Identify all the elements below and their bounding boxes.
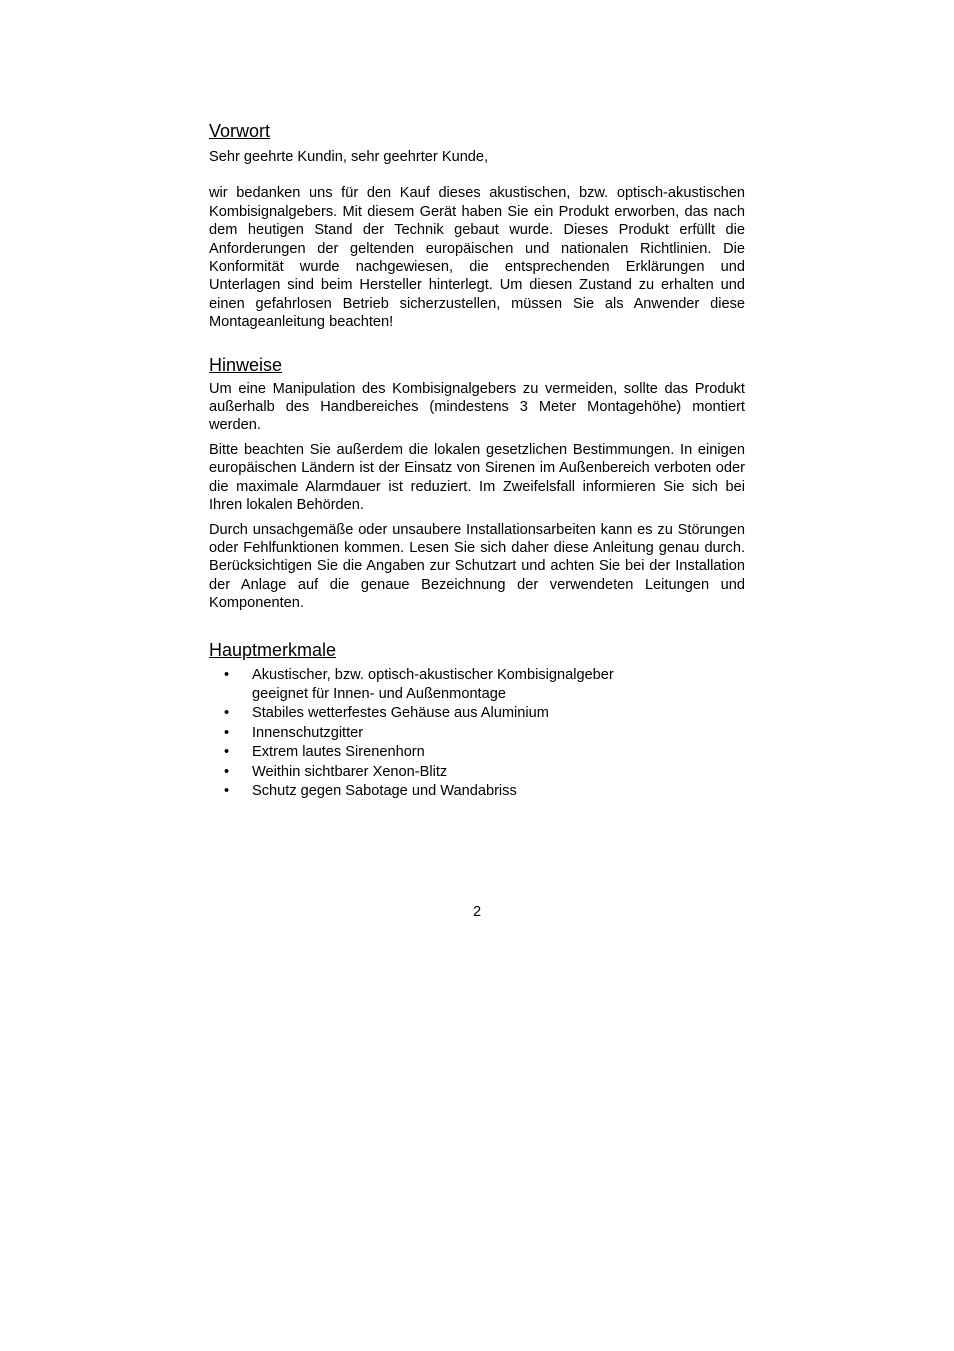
feature-text: Extrem lautes Sirenenhorn	[252, 744, 425, 761]
bullet-icon: •	[224, 763, 230, 780]
bullet-icon: •	[224, 705, 230, 722]
feature-list-item	[209, 763, 745, 782]
salutation: Sehr geehrte Kundin, sehr geehrter Kunde,	[209, 149, 489, 165]
feature-text: Schutz gegen Sabotage und Wandabriss	[252, 782, 517, 799]
bullet-icon: •	[224, 744, 230, 761]
feature-list-item	[209, 724, 745, 743]
section-title-hinweise: Hinweise	[209, 354, 283, 375]
feature-text: Innenschutzgitter	[252, 724, 364, 741]
feature-text: Weithin sichtbarer Xenon-Blitz	[252, 763, 448, 780]
bullet-icon: •	[224, 666, 230, 683]
feature-list-item	[209, 666, 745, 705]
feature-text: Stabiles wetterfestes Gehäuse aus Aluminium	[252, 705, 549, 722]
hinweis-paragraph: Bitte beachten Sie außerdem die lokalen gesetzlichen Bestimmungen. In einigen europäischen Ländern ist der Einsatz von Sirenen im Außenbereich verboten oder die maximale Alarmdauer ist reduziert. Im Zweifelsfall informieren Sie sich bei Ihren lokalen Behörden.	[209, 441, 745, 514]
bullet-icon: •	[224, 724, 230, 741]
bullet-icon: •	[224, 782, 230, 799]
document-page	[209, 120, 745, 801]
vorwort-body: wir bedanken uns für den Kauf dieses akustischen, bzw. optisch-akustischen Kombisignalgebers. Mit diesem Gerät haben Sie ein Produkt erworben, das nach dem heutigen Stand der Technik gebaut wurde. Dieses Produkt erfüllt die Anforderungen der geltenden europäischen und nationalen Richtlinien. Die Konformität wurde nachgewiesen, die entsprechenden Erklärungen und Unterlagen sind beim Hersteller hinterlegt. Um diesen Zustand zu erhalten und einen gefahrlosen Betrieb sicherzustellen, müssen Sie als Anwender diese Montageanleitung beachten!	[209, 185, 745, 331]
feature-text: Akustischer, bzw. optisch-akustischer Kombisignalgeber	[252, 666, 614, 683]
section-title-vorwort: Vorwort	[209, 121, 271, 141]
section-title-hauptmerkmale: Hauptmerkmale	[209, 639, 337, 660]
feature-list-item	[209, 782, 745, 801]
feature-text: geeignet für Innen- und Außenmontage	[252, 685, 506, 702]
feature-list	[209, 666, 745, 802]
hinweis-paragraph: Durch unsachgemäße oder unsaubere Installationsarbeiten kann es zu Störungen oder Fehlfunktionen kommen. Lesen Sie sich daher diese Anleitung genau durch. Berücksichtigen Sie die Angaben zur Schutzart und achten Sie bei der Installation der Anlage auf die genaue Bezeichnung der verwendeten Leitungen und Komponenten.	[209, 521, 745, 612]
page-number: 2	[472, 904, 482, 920]
feature-list-item	[209, 704, 745, 723]
hinweis-paragraph: Um eine Manipulation des Kombisignalgebers zu vermeiden, sollte das Produkt außerhalb des Handbereiches (mindestens 3 Meter Montagehöhe) montiert werden.	[209, 380, 745, 434]
feature-list-item	[209, 743, 745, 762]
